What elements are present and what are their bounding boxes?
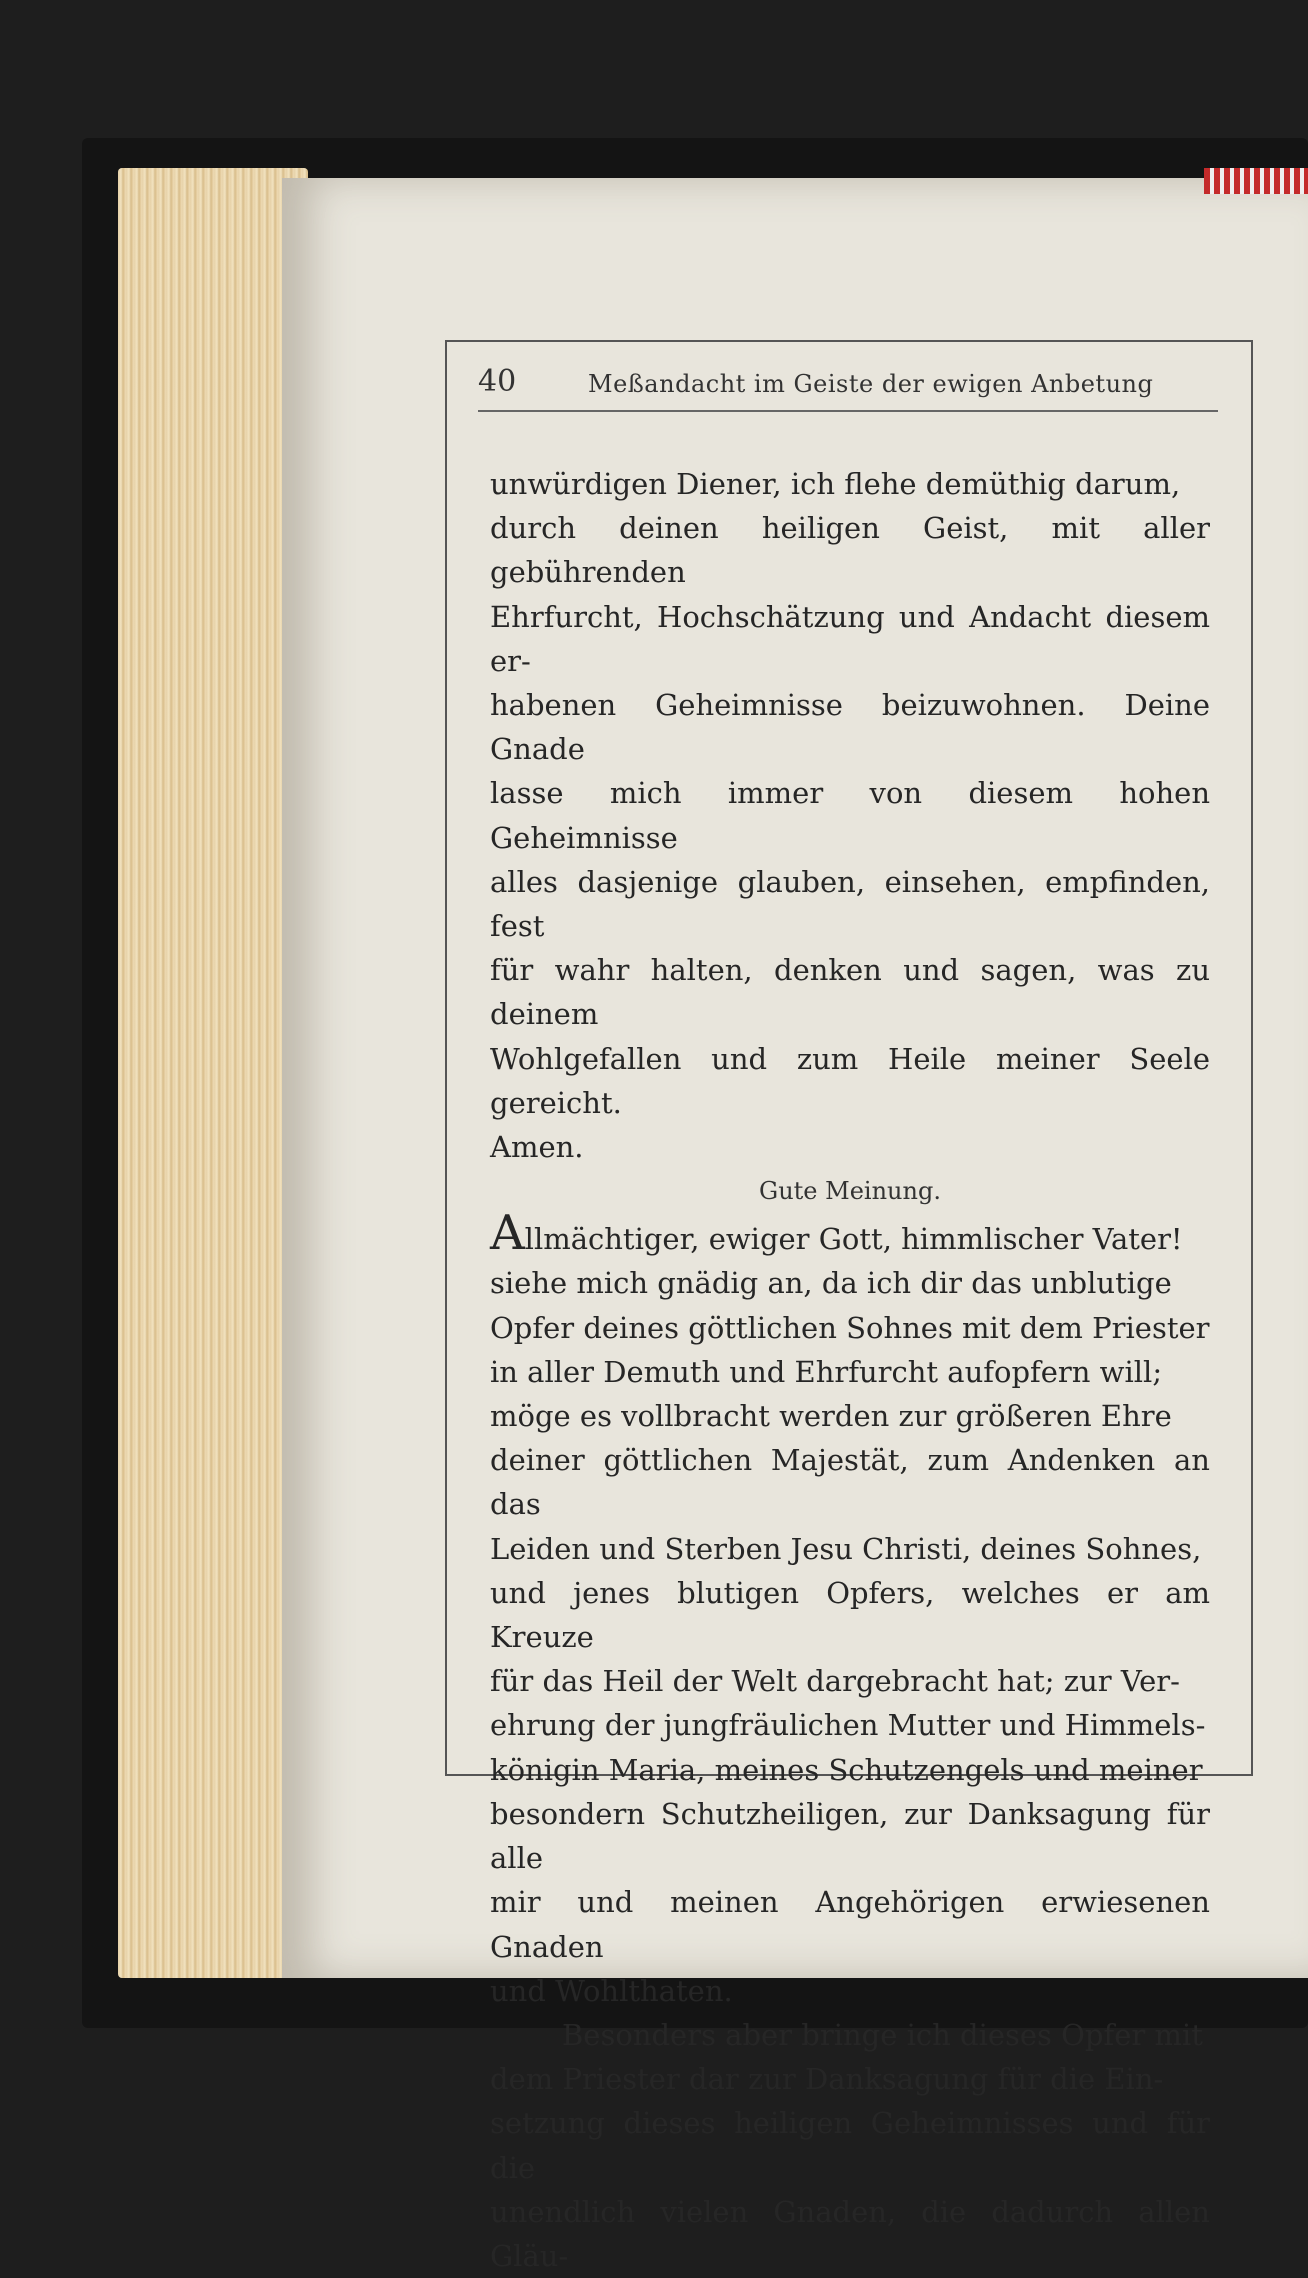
text-line: Wohlgefallen und zum Heile meiner Seele gereicht. xyxy=(490,1041,1210,1120)
paragraph-3 xyxy=(490,2013,1210,2278)
text-line: habenen Geheimnisse beizuwohnen. Deine Gnade xyxy=(490,688,1210,767)
text-line: und jenes blutigen Opfers, welches er am Kreuze xyxy=(490,1575,1210,1655)
text-line: Amen. xyxy=(490,1130,584,1165)
text-line: alles dasjenige glauben, einsehen, empfinden, fest xyxy=(490,864,1210,944)
text-line: durch deinen heiligen Geist, mit aller gebührenden xyxy=(490,511,1210,590)
page-edges xyxy=(118,168,308,1978)
text-line-rest: llmächtiger, ewiger Gott, himmlischer Vater! xyxy=(524,1222,1183,1257)
page-number: 40 xyxy=(478,364,517,399)
text-line: siehe mich gnädig an, da ich dir das unblutige xyxy=(490,1266,1172,1301)
text-line: möge es vollbracht werden zur größeren Ehre xyxy=(490,1399,1172,1434)
text-line: besondern Schutzheiligen, zur Danksagung für alle xyxy=(490,1796,1210,1876)
paragraph-1 xyxy=(490,462,1210,1169)
body-text xyxy=(490,462,1210,2278)
section-heading: Gute Meinung. xyxy=(759,1177,941,1206)
text-line: deiner göttlichen Majestät, zum Andenken an das xyxy=(490,1443,1210,1522)
bookmark-ribbon xyxy=(1204,168,1308,194)
text-line: unwürdigen Diener, ich flehe demüthig darum, xyxy=(490,467,1181,501)
page-header xyxy=(478,362,1218,412)
text-line: und Wohlthaten. xyxy=(490,1973,733,2008)
text-line: lasse mich immer von diesem hohen Geheimnisse xyxy=(490,776,1210,855)
text-line: in aller Demuth und Ehrfurcht aufopfern will; xyxy=(490,1354,1163,1389)
text-line: Ehrfurcht, Hochschätzung und Andacht diesem er- xyxy=(490,599,1210,678)
drop-cap: A xyxy=(490,1205,525,1262)
text-line xyxy=(490,1205,1210,1262)
text-line: unendlich vielen Gnaden, die dadurch allen Gläu- xyxy=(490,2194,1210,2273)
text-line: Leiden und Sterben Jesu Christi, deines Sohnes, xyxy=(490,1531,1202,1566)
text-line: Opfer deines göttlichen Sohnes mit dem Priester xyxy=(490,1310,1210,1345)
text-line: Besonders aber bringe ich dieses Opfer mit xyxy=(562,2017,1203,2052)
paragraph-2 xyxy=(490,1205,1210,2013)
text-line: setzung dieses heiligen Geheimnisses und für die xyxy=(490,2106,1210,2185)
text-line: ehrung der jungfräulichen Mutter und Himmels- xyxy=(490,1708,1206,1743)
text-line: mir und meinen Angehörigen erwiesenen Gnaden xyxy=(490,1885,1210,1964)
text-line: für wahr halten, denken und sagen, was zu deinem xyxy=(490,953,1210,1032)
running-head: Meßandacht im Geiste der ewigen Anbetung xyxy=(588,370,1154,398)
text-line: königin Maria, meines Schutzengels und meiner xyxy=(490,1752,1203,1787)
text-line: für das Heil der Welt dargebracht hat; zur Ver- xyxy=(490,1664,1180,1699)
text-line: dem Priester dar zur Danksagung für die Ein- xyxy=(490,2062,1164,2097)
